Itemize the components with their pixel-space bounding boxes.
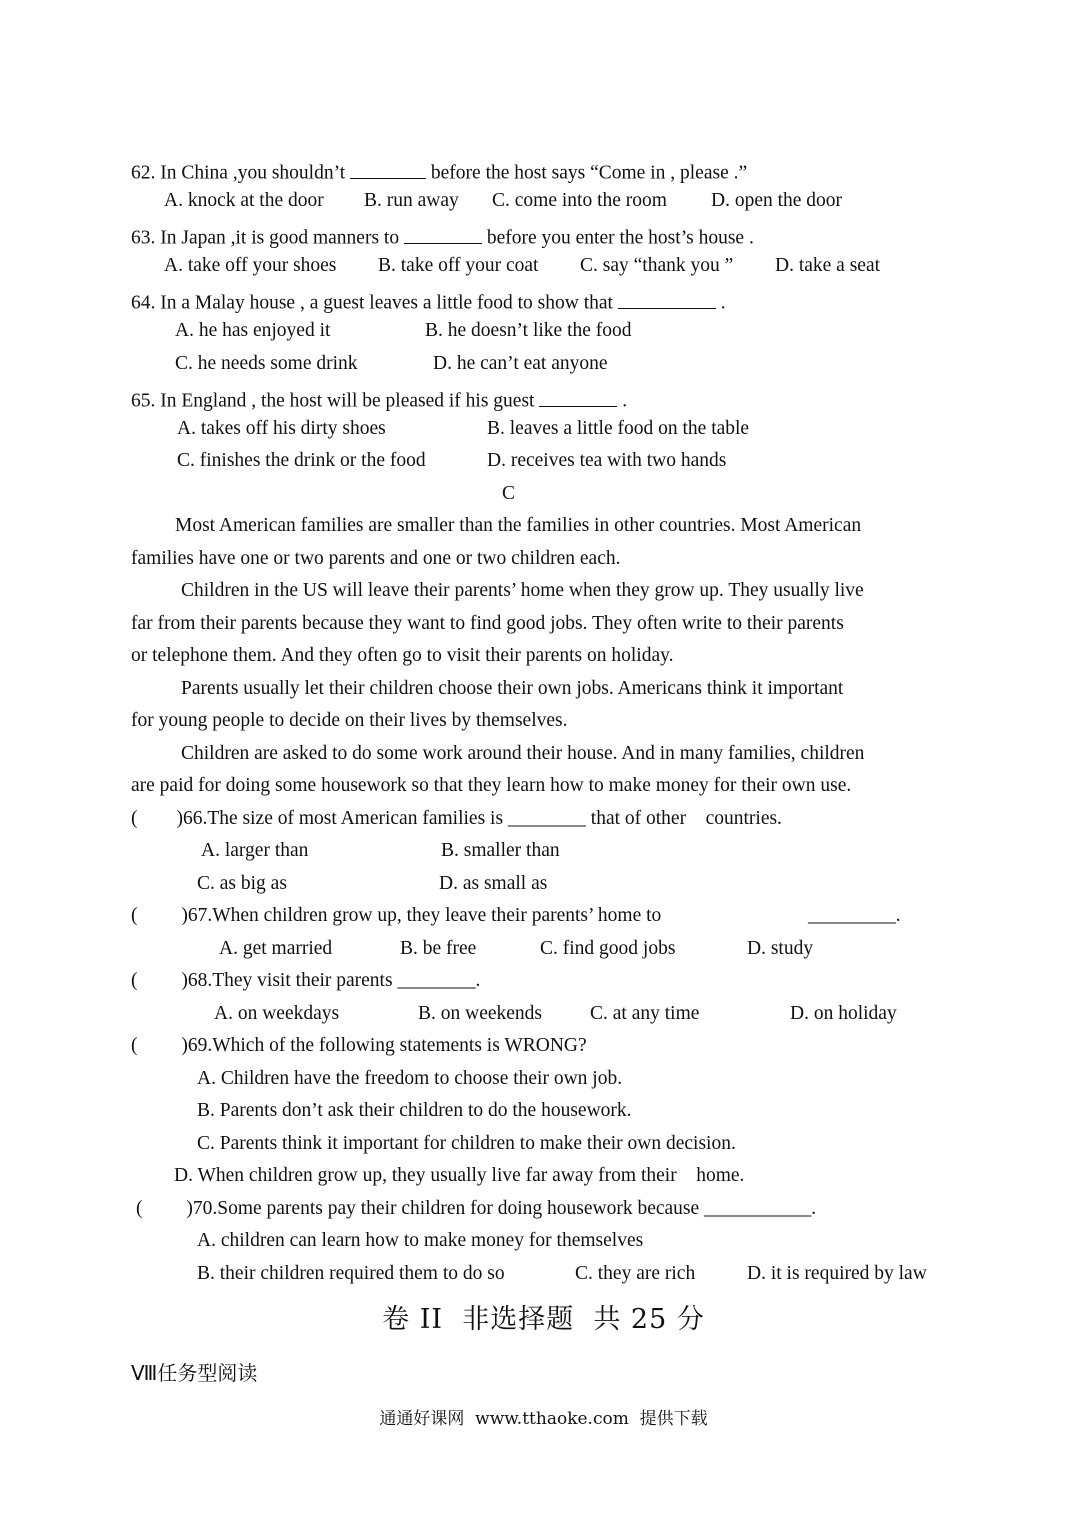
q64-option-a: A. he has enjoyed it [175, 320, 331, 341]
q66-option-d: D. as small as [439, 873, 548, 894]
q67-option-c: C. find good jobs [540, 938, 676, 959]
q62-option-d: D. open the door [711, 190, 843, 211]
q65-option-b: B. leaves a little food on the table [487, 418, 750, 439]
stem-text: 63. In Japan ,it is good manners to [131, 227, 404, 249]
passage-line: or telephone them. And they often go to visit their parents on holiday. [131, 645, 674, 666]
answer-blank [350, 158, 426, 179]
q69-option-c: C. Parents think it important for children to make their own decision. [197, 1133, 736, 1154]
stem-text: . [715, 292, 726, 314]
stem-text: 65. In England , the host will be pleased if his guest [131, 390, 540, 412]
passage-line: Children in the US will leave their parents’ home when they grow up. They usually live [181, 580, 864, 601]
stem-text: before the host says “Come in , please .” [426, 162, 748, 184]
q67-option-d: D. study [747, 938, 814, 959]
q67-blank: _________. [808, 905, 901, 926]
q64-option-d: D. he can’t eat anyone [433, 353, 608, 374]
q66-option-b: B. smaller than [441, 840, 560, 861]
passage-line: families have one or two parents and one or two children each. [131, 548, 621, 569]
question-64-stem [131, 288, 726, 313]
stem-text: 64. In a Malay house , a guest leaves a little food to show that [131, 292, 618, 314]
q68-option-b: B. on weekends [418, 1003, 543, 1024]
q64-option-b: B. he doesn’t like the food [425, 320, 632, 341]
q68-option-c: C. at any time [590, 1003, 700, 1024]
part-two-heading: 卷 II 非选择题 共 25 分 [382, 1304, 705, 1335]
q67-option-a: A. get married [219, 938, 333, 959]
q62-option-a: A. knock at the door [164, 190, 324, 211]
q63-option-b: B. take off your coat [378, 255, 539, 276]
question-67-stem: ( )67.When children grow up, they leave their parents’ home to [131, 905, 662, 926]
stem-text: 62. In China ,you shouldn’t [131, 162, 351, 184]
passage-line: far from their parents because they want to find good jobs. They often write to their parents [131, 613, 844, 634]
question-69-stem: ( )69.Which of the following statements is WRONG? [131, 1035, 587, 1056]
q68-option-d: D. on holiday [790, 1003, 897, 1024]
stem-text: . [617, 390, 628, 412]
passage-line: Most American families are smaller than the families in other countries. Most American [175, 515, 862, 536]
q62-option-b: B. run away [364, 190, 459, 211]
q70-option-c: C. they are rich [575, 1263, 696, 1284]
q64-option-c: C. he needs some drink [175, 353, 358, 374]
passage-line: for young people to decide on their lives by themselves. [131, 710, 568, 731]
q63-option-d: D. take a seat [775, 255, 881, 276]
question-63-stem [131, 223, 754, 248]
passage-line: Children are asked to do some work around their house. And in many families, children [181, 743, 865, 764]
q70-option-a: A. children can learn how to make money for themselves [197, 1230, 644, 1251]
stem-text: before you enter the host’s house . [481, 227, 754, 249]
q66-option-c: C. as big as [197, 873, 287, 894]
q65-option-d: D. receives tea with two hands [487, 450, 727, 471]
q63-option-a: A. take off your shoes [164, 255, 337, 276]
question-68-stem: ( )68.They visit their parents ________. [131, 970, 481, 991]
question-66-stem: ( )66.The size of most American families is ________ that of other countries. [131, 808, 782, 829]
answer-blank [539, 386, 617, 407]
q70-option-b: B. their children required them to do so [197, 1263, 505, 1284]
passage-line: Parents usually let their children choose their own jobs. Americans think it important [181, 678, 844, 699]
q67-option-b: B. be free [400, 938, 477, 959]
section-heading: Ⅷ任务型阅读 [131, 1361, 258, 1385]
question-65-stem [131, 386, 627, 411]
q62-option-c: C. come into the room [492, 190, 667, 211]
q69-option-a: A. Children have the freedom to choose their own job. [197, 1068, 623, 1089]
q65-option-c: C. finishes the drink or the food [177, 450, 426, 471]
q69-option-d: D. When children grow up, they usually live far away from their home. [174, 1165, 745, 1186]
q66-option-a: A. larger than [201, 840, 309, 861]
q68-option-a: A. on weekdays [214, 1003, 340, 1024]
q63-option-c: C. say “thank you ” [580, 255, 734, 276]
question-62-stem [131, 158, 747, 183]
answer-blank [618, 288, 716, 309]
page-footer: 通通好课网 www.tthaoke.com 提供下载 [379, 1409, 708, 1429]
question-70-stem: ( )70.Some parents pay their children for doing housework because ___________. [136, 1198, 817, 1219]
answer-blank [404, 223, 482, 244]
passage-label: C [502, 483, 516, 504]
passage-line: are paid for doing some housework so that they learn how to make money for their own use. [131, 775, 852, 796]
q70-option-d: D. it is required by law [747, 1263, 927, 1284]
q69-option-b: B. Parents don’t ask their children to do the housework. [197, 1100, 632, 1121]
q65-option-a: A. takes off his dirty shoes [177, 418, 386, 439]
